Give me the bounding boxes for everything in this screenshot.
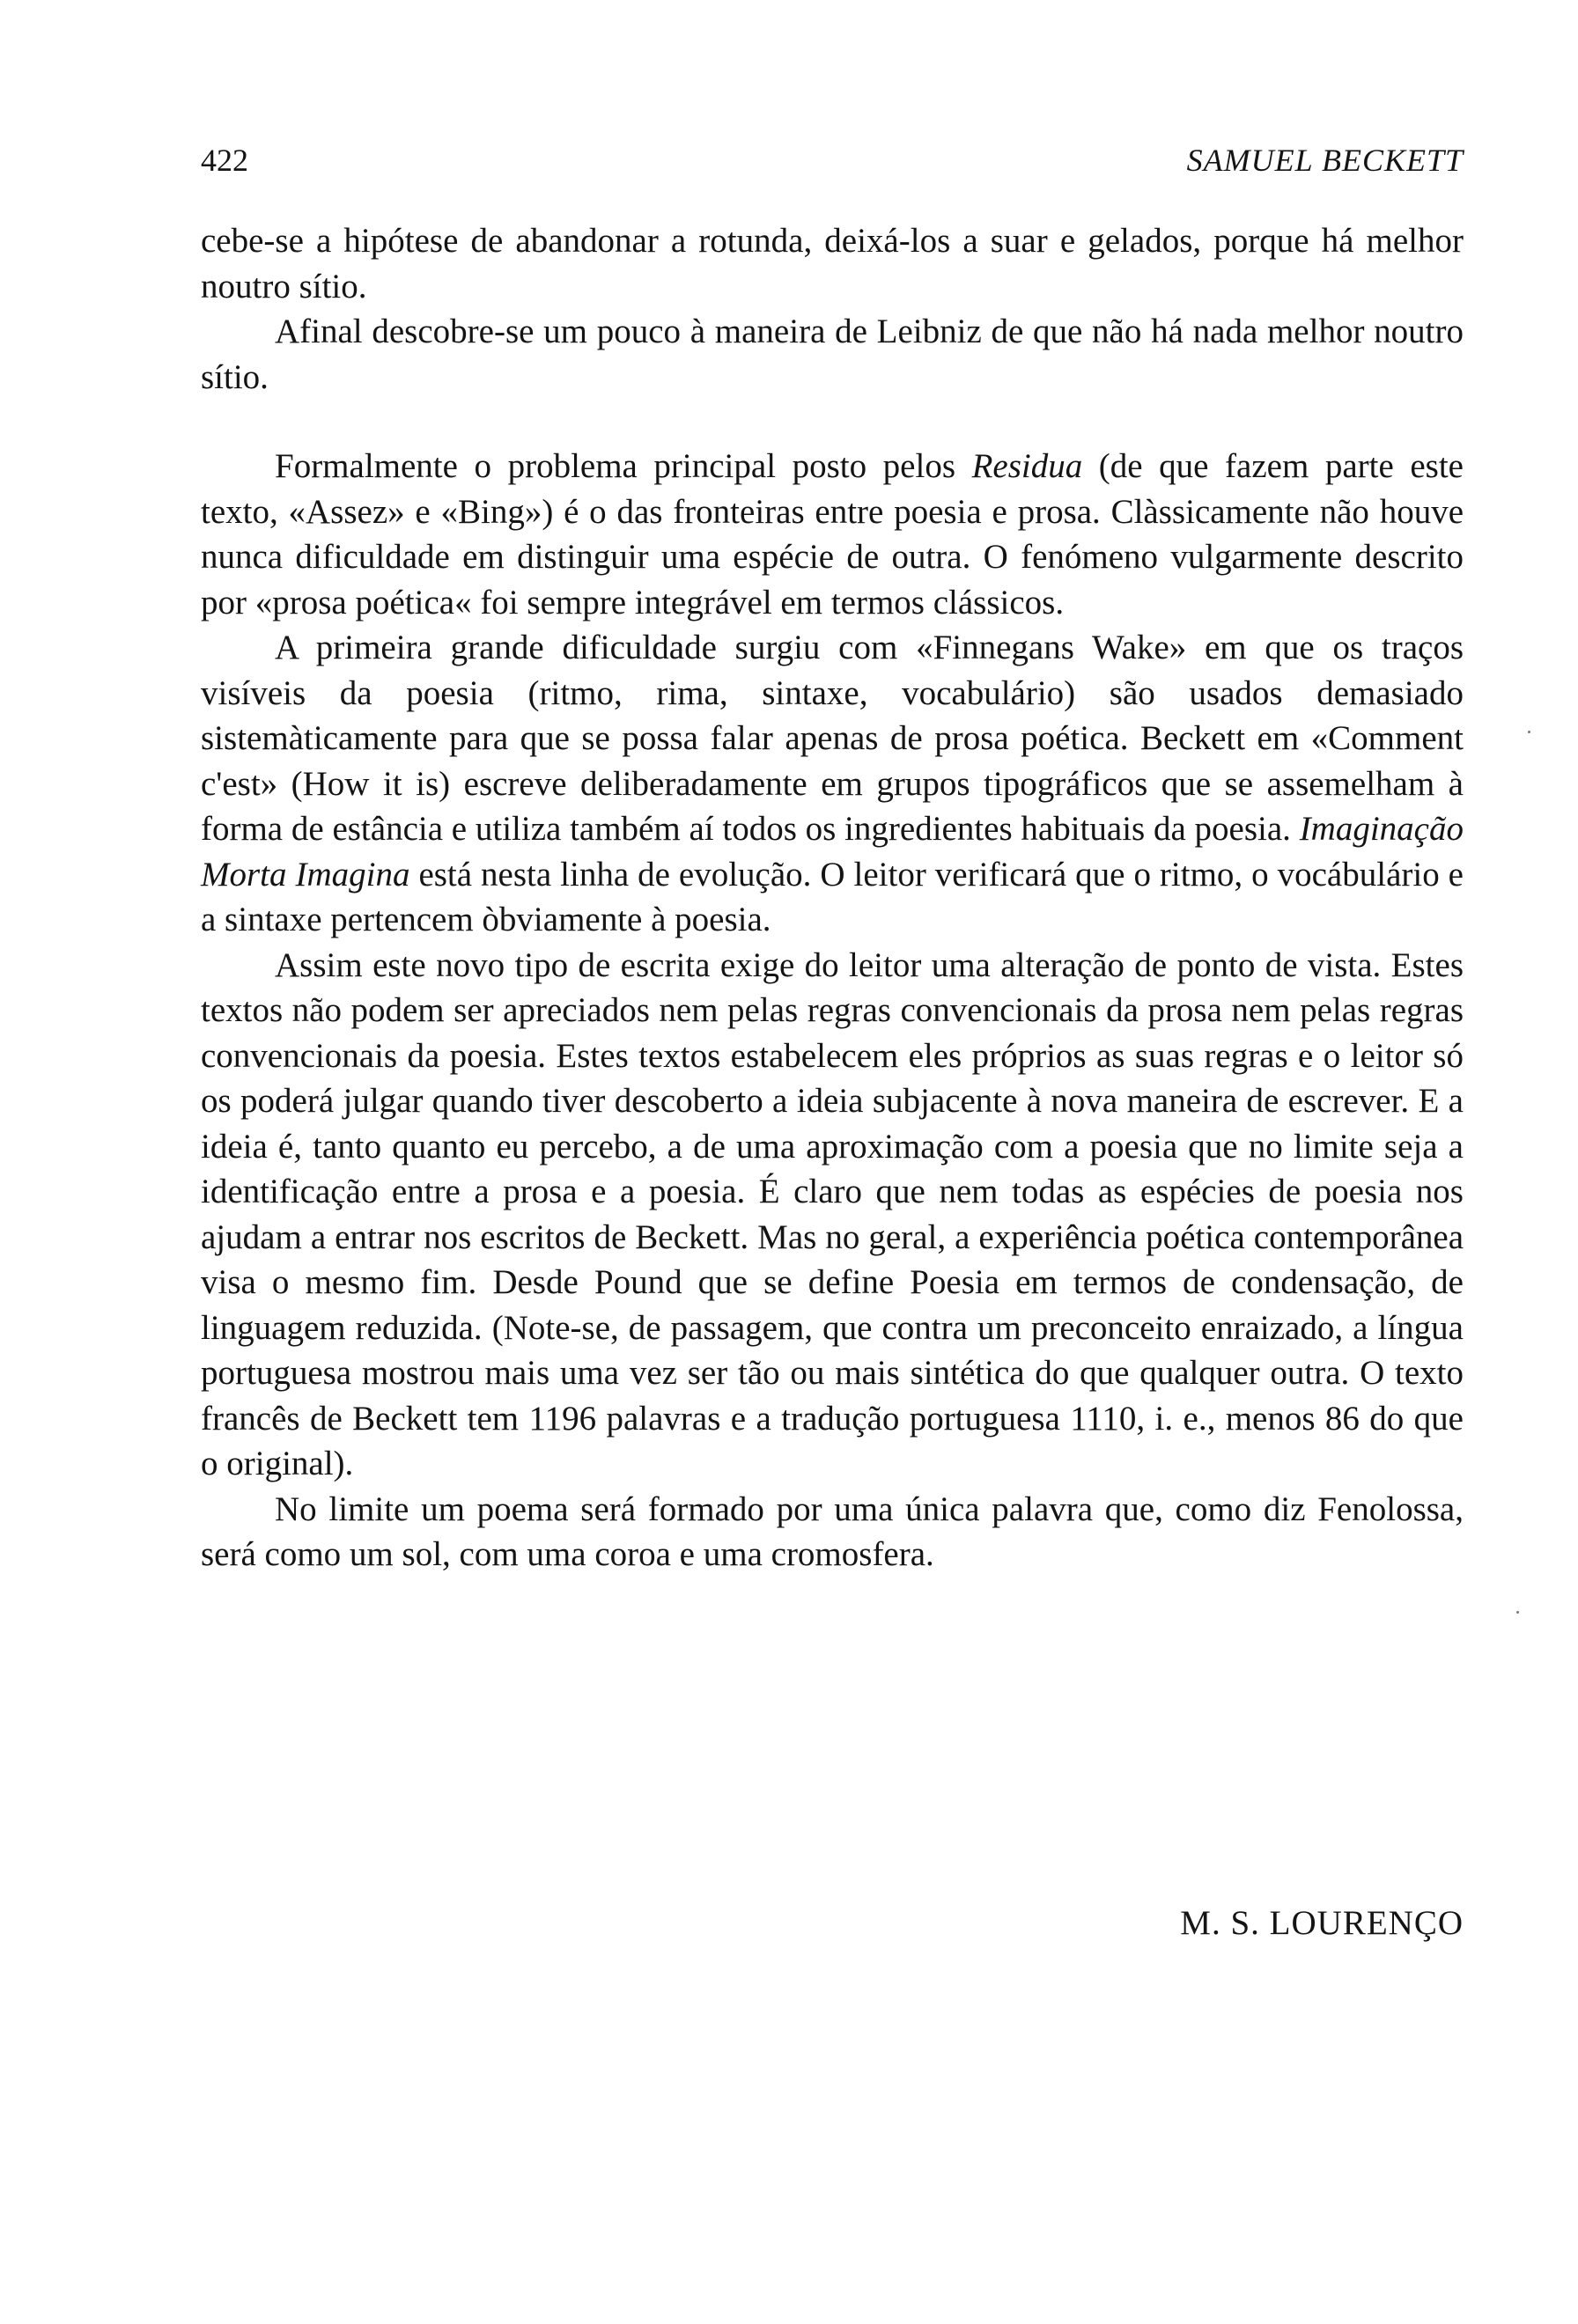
text-run: está nesta linha de evolução. O leitor verificará que o ritmo, o vocábulário e a sintaxe pertencem òbviamente à poesia. [201,855,1464,938]
body-text [201,218,1464,1578]
paragraph-residua [201,444,1464,625]
running-head [201,141,1464,185]
paragraph-continuation: cebe-se a hipótese de abandonar a rotunda, deixá-los a suar e gelados, porque há melhor noutro sítio. [201,222,1464,305]
book-title-imaginacao: Imaginação Morta Imagina [201,810,1464,894]
page-number: 422 [201,143,248,178]
paper-speck [1516,1611,1519,1614]
section-gap [201,400,1464,444]
paragraph-finnegans [201,625,1464,943]
text-run: (de que fazem parte este texto, «Assez» e «Bing») é o das fronteiras entre poesia e prosa. Clàssicamente não houve nunca dificuldade em distinguir uma espécie de outra. O fenómeno vulgarmente descrito por «prosa poética« foi sempre integrável em termos clássicos. [201,447,1464,621]
running-title: SAMUEL BECKETT [1186,143,1464,178]
text-run: Formalmente o problema principal posto pelos [275,447,972,485]
paragraph-new-writing: Assim este novo tipo de escrita exige do leitor uma alteração de ponto de vista. Estes textos não podem ser apreciados nem pelas regras convencionais da prosa nem pelas regras convencionais da poesia. Estes textos estabelecem eles próprios as suas regras e o leitor só os poderá julgar quando tiver descoberto a ideia subjacente à nova maneira de escrever. E a ideia é, tanto quanto eu percebo, a de uma aproximação com a poesia que no limite seja a identificação entre a prosa e a poesia. É claro que nem todas as espécies de poesia nos ajudam a entrar nos escritos de Beckett. Mas no geral, a experiência poética contemporânea visa o mesmo fim. Desde Pound que se define Poesia em termos de condensação, de linguagem reduzida. (Note-se, de passagem, que contra um preconceito enraizado, a língua portuguesa mostrou mais uma vez ser tão ou mais sintética do que qualquer outra. O texto francês de Beckett tem 1196 palavras e a tradução portuguesa 1110, i. e., menos 86 do que o original). [201,945,1464,1482]
author-signature: M. S. LOURENÇO [1180,1904,1464,1942]
paragraph-single-word: No limite um poema será formado por uma única palavra que, como diz Fenolossa, será como um sol, com uma coroa e uma cromosfera. [201,1489,1464,1573]
paper-speck [1528,731,1530,733]
text-run: A primeira grande dificuldade surgiu com «Finnegans Wake» em que os traços visíveis da poesia (ritmo, rima, sintaxe, vocabulário) são usados demasiado sistemàticamente para que se possa falar apenas de prosa poética. Beckett em «Comment c'est» (How it is) escreve deliberadamente em grupos tipográficos que se assemelham à forma de estância e utiliza também aí todos os ingredientes habituais da poesia. [201,629,1464,848]
paragraph-leibniz: Afinal descobre-se um pouco à maneira de Leibniz de que não há nada melhor noutro sítio. [201,313,1464,396]
book-title-residua: Residua [971,447,1083,485]
